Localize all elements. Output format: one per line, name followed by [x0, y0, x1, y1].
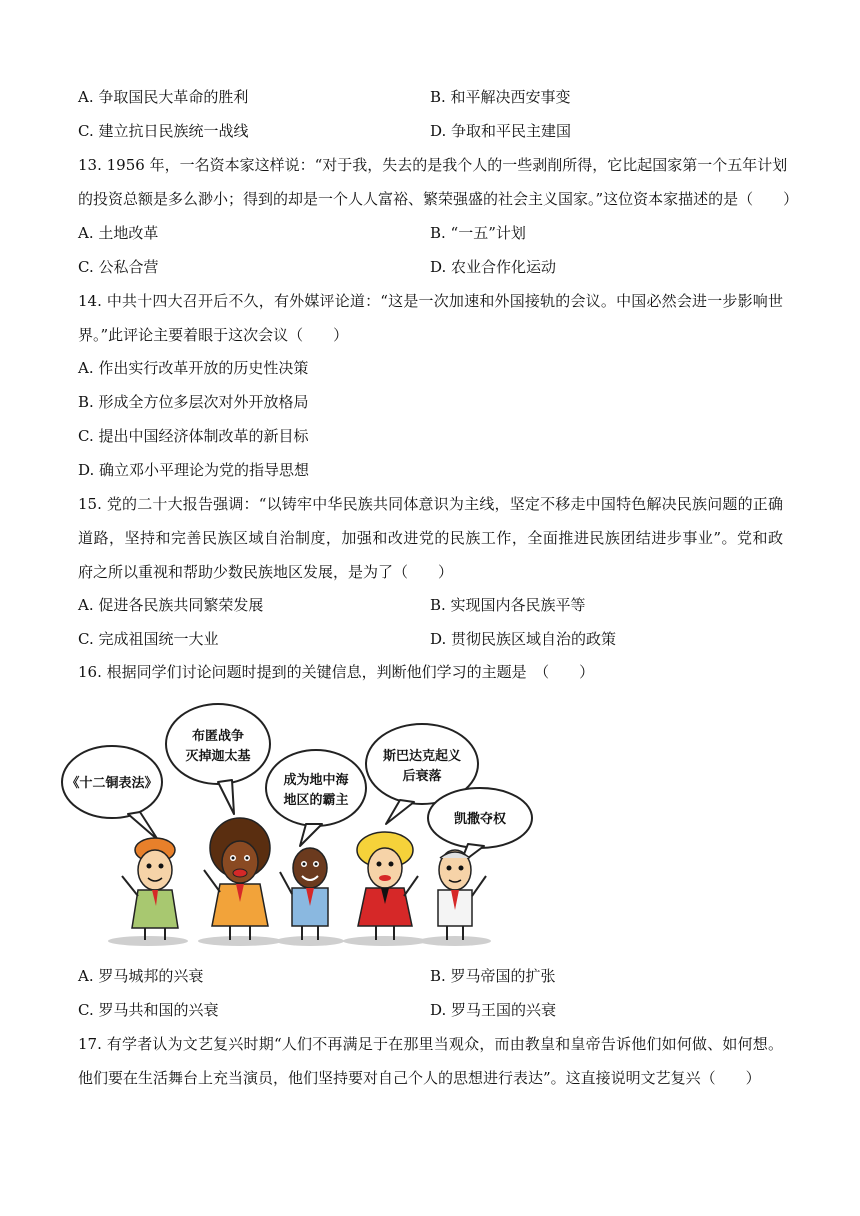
bubble-2-line2: 灭掉迦太基 — [185, 749, 251, 764]
floor-shadow — [419, 936, 491, 946]
q13-option-c[interactable]: C. 公私合营 — [78, 258, 159, 276]
floor-shadow — [108, 936, 188, 946]
bubble-5-text: 凯撒夺权 — [453, 812, 507, 827]
q15-stem-line1: 15. 党的二十大报告强调：“以铸牢中华民族共同体意识为主线，坚定不移走中国特色解决民族问题的正确 — [78, 495, 783, 513]
q14-option-a[interactable]: A. 作出实行改革开放的历史性决策 — [78, 359, 309, 377]
q12-option-d[interactable]: D. 争取和平民主建国 — [430, 122, 572, 140]
speech-bubble-5 — [428, 788, 532, 864]
q13-option-b[interactable]: B. “一五”计划 — [430, 224, 526, 242]
bubble-1-text: 《十二铜表法》 — [66, 776, 158, 791]
cartoon-student-1 — [122, 838, 178, 940]
bubble-4-line1: 斯巴达克起义 — [382, 749, 462, 764]
q16-cartoon-figure — [66, 700, 560, 950]
q15-stem-line3: 府之所以重视和帮助少数民族地区发展，是为了（ ） — [78, 563, 454, 581]
q12-option-b[interactable]: B. 和平解决西安事变 — [430, 88, 571, 106]
q14-stem-line2: 界。”此评论主要着眼于这次会议（ ） — [78, 326, 349, 344]
q16-stem: 16. 根据同学们讨论问题时提到的关键信息，判断他们学习的主题是 （ ） — [78, 663, 595, 681]
q14-option-d[interactable]: D. 确立邓小平理论为党的指导思想 — [78, 461, 310, 479]
speech-bubble-1 — [62, 746, 162, 840]
q15-option-d[interactable]: D. 贯彻民族区域自治的政策 — [430, 630, 617, 648]
q17-stem-line1: 17. 有学者认为文艺复兴时期“人们不再满足于在那里当观众，而由教皇和皇帝告诉他们如何做、如何想。 — [78, 1035, 783, 1053]
cartoon-student-2 — [204, 818, 270, 940]
floor-shadow — [276, 936, 344, 946]
cartoon-student-5 — [438, 850, 486, 940]
bubble-2-line1: 布匿战争 — [191, 729, 245, 744]
q12-option-c[interactable]: C. 建立抗日民族统一战线 — [78, 122, 249, 140]
speech-bubble-3 — [266, 750, 366, 846]
bubble-3-line2: 地区的霸主 — [283, 793, 349, 808]
q13-stem-line1: 13. 1956 年，一名资本家这样说：“对于我，失去的是我个人的一些剥削所得，它比起国家第一个五年计划 — [78, 156, 788, 174]
q15-option-a[interactable]: A. 促进各民族共同繁荣发展 — [78, 596, 264, 614]
q15-option-c[interactable]: C. 完成祖国统一大业 — [78, 630, 219, 648]
q14-stem-line1: 14. 中共十四大召开后不久，有外媒评论道：“这是一次加速和外国接轨的会议。中国必然会进一步影响世 — [78, 292, 783, 310]
q16-option-b[interactable]: B. 罗马帝国的扩张 — [430, 967, 556, 985]
q17-stem-line2: 他们要在生活舞台上充当演员，他们坚持要对自己个人的思想进行表达”。这直接说明文艺复兴（ ） — [78, 1069, 761, 1087]
q13-option-d[interactable]: D. 农业合作化运动 — [430, 258, 557, 276]
floor-shadow — [198, 936, 282, 946]
q16-option-c[interactable]: C. 罗马共和国的兴衰 — [78, 1001, 219, 1019]
q16-option-a[interactable]: A. 罗马城邦的兴衰 — [78, 967, 204, 985]
floor-shadow — [343, 936, 427, 946]
q16-option-d[interactable]: D. 罗马王国的兴衰 — [430, 1001, 557, 1019]
bubble-4-line2: 后衰落 — [402, 769, 442, 784]
q14-option-c[interactable]: C. 提出中国经济体制改革的新目标 — [78, 427, 309, 445]
q14-option-b[interactable]: B. 形成全方位多层次对外开放格局 — [78, 393, 309, 411]
q12-option-a[interactable]: A. 争取国民大革命的胜利 — [78, 88, 249, 106]
bubble-3-line1: 成为地中海 — [283, 773, 349, 788]
q13-option-a[interactable]: A. 土地改革 — [78, 224, 159, 242]
q13-stem-line2: 的投资总额是多么渺小；得到的却是一个人人富裕、繁荣强盛的社会主义国家。”这位资本家描述的是（ ） — [78, 190, 799, 208]
speech-bubble-2 — [166, 704, 270, 814]
cartoon-student-4 — [357, 832, 418, 940]
q15-stem-line2: 道路，坚持和完善民族区域自治制度，加强和改进党的民族工作，全面推进民族团结进步事业”。党和政 — [78, 529, 783, 547]
cartoon-student-3 — [280, 848, 328, 940]
q15-option-b[interactable]: B. 实现国内各民族平等 — [430, 596, 586, 614]
